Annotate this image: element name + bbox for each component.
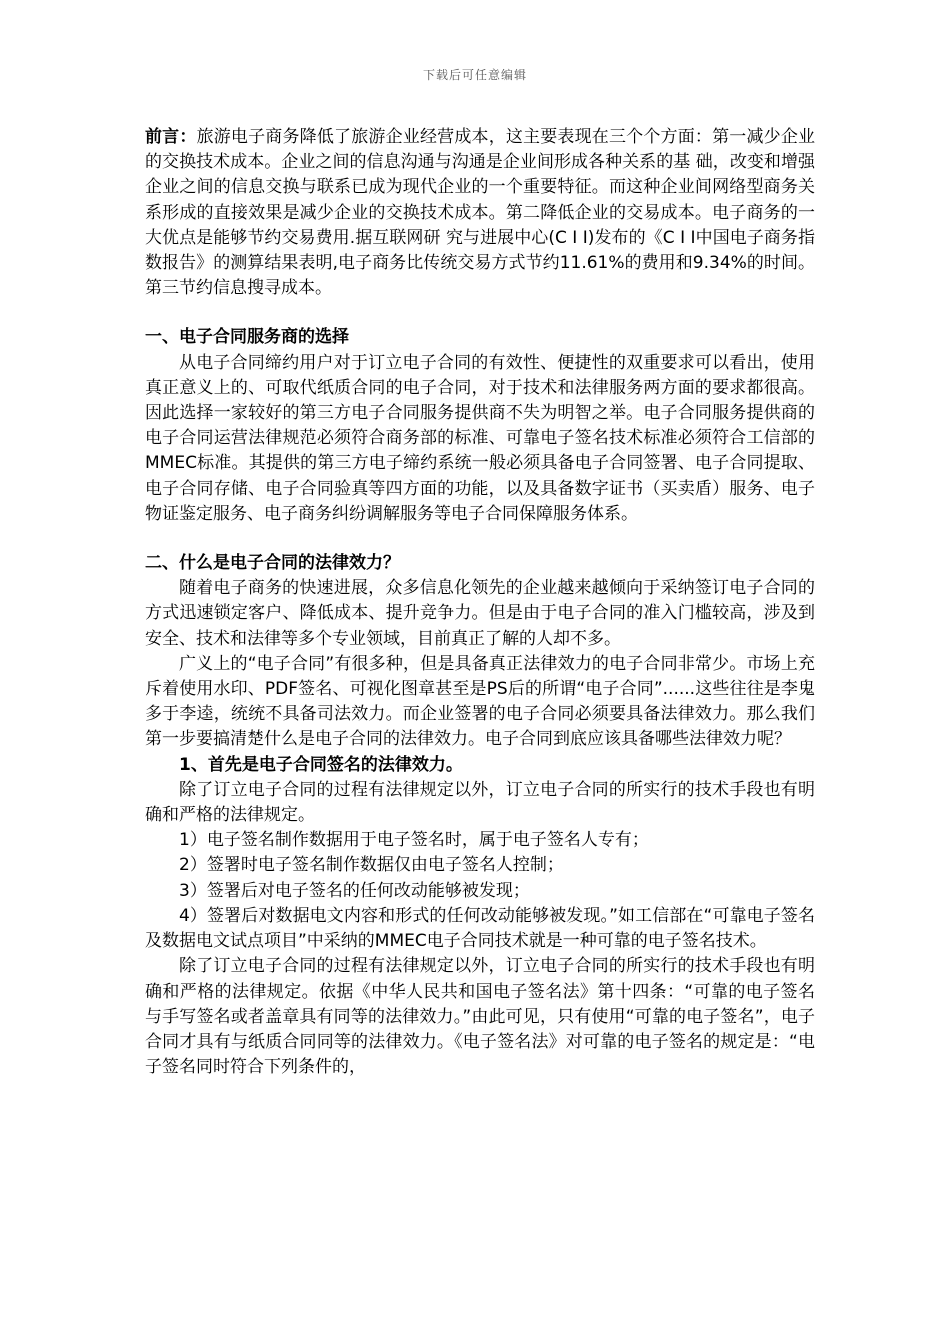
section2-subheading: 1、首先是电子合同签名的法律效力。 [179, 754, 463, 775]
document-body [145, 125, 815, 1080]
section1-paragraph: 从电子合同缔约用户对于订立电子合同的有效性、便捷性的双重要求可以看出，使用真正意义上的、可取代纸质合同的电子合同，对于技术和法律服务两方面的要求都很高。因此选择一家较好的第三方电子合同服务提供商不失为明智之举。电子合同服务提供商的电子合同运营法律规范必须符合商务部的标准、可靠电子签名技术标准必须符合工信部的MMEC标准。其提供的第三方电子缔约系统一般必须具备电子合同签署、电子合同提取、电子合同存储、电子合同验真等四方面的功能，以及具备数字证书（买卖盾）服务、电子物证鉴定服务、电子商务纠纷调解服务等电子合同保障服务体系。 [145, 352, 815, 524]
list-item-4: 4）签署后对数据电文内容和形式的任何改动能够被发现。”如工信部在“可靠电子签名及数据电文试点项目”中采纳的MMEC电子合同技术就是一种可靠的电子签名技术。 [145, 905, 815, 952]
section2-sub-paragraph: 除了订立电子合同的过程有法律规定以外，订立电子合同的所实行的技术手段也有明确和严格的法律规定。 [145, 779, 815, 826]
list-item: 1）电子签名制作数据用于电子签名时，属于电子签名人专有； [179, 830, 649, 851]
preface-text: 旅游电子商务降低了旅游企业经营成本，这主要表现在三个个方面：第一减少企业的交换技术成本。企业之间的信息沟通与沟通是企业间形成各种关系的基 础，改变和增强企业之间的信息交换与联系已成为现代企业的一个重要特征。而这种企业间网络型商务关系形成的直接效果是减少企业的交换技术成本。第二降低企业的交易成本。电子商务的一大优点是能够节约交易费用.据互联网研 究与进展中心(C I I)发布的《C I I中国电子商务指数报告》的测算结果表明,电子商务比传统交易方式节约11.61%的费用和9.34%的时间。第三节约信息搜寻成本。 [145, 127, 816, 299]
preface-label: 前言： [145, 127, 197, 147]
section2-paragraph-1: 随着电子商务的快速进展，众多信息化领先的企业越来越倾向于采纳签订电子合同的方式迅速锁定客户、降低成本、提升竞争力。但是由于电子合同的准入门槛较高，涉及到安全、技术和法律等多个专业领域，目前真正了解的人却不多。 [145, 578, 815, 649]
preface-paragraph [145, 125, 815, 301]
section2-paragraph-2: 广义上的“电子合同”有很多种，但是具备真正法律效力的电子合同非常少。市场上充斥着使用水印、PDF签名、可视化图章甚至是PS后的所谓“电子合同”......这些往往是李鬼多于李逵，统统不具备司法效力。而企业签署的电子合同必须要具备法律效力。那么我们第一步要搞清楚什么是电子合同的法律效力。电子合同到底应该具备哪些法律效力呢？ [145, 653, 815, 750]
page-header: 下载后可任意编辑 [422, 68, 527, 82]
section1-heading: 一、电子合同服务商的选择 [145, 327, 349, 348]
section2-paragraph-3: 除了订立电子合同的过程有法律规定以外，订立电子合同的所实行的技术手段也有明确和严格的法律规定。依据《中华人民共和国电子签名法》第十四条：“可靠的电子签名与手写签名或者盖章具有同等的法律效力。”由此可见，只有使用“可靠的电子签名”，电子合同才具有与纸质合同同等的法律效力。《电子签名法》对可靠的电子签名的规定是：“电子签名同时符合下列条件的， [145, 956, 815, 1078]
list-item: 3）签署后对电子签名的任何改动能够被发现； [179, 880, 530, 901]
list-item: 2）签署时电子签名制作数据仅由电子签名人控制； [179, 855, 564, 876]
section2-heading: 二、什么是电子合同的法律效力？ [145, 553, 400, 574]
